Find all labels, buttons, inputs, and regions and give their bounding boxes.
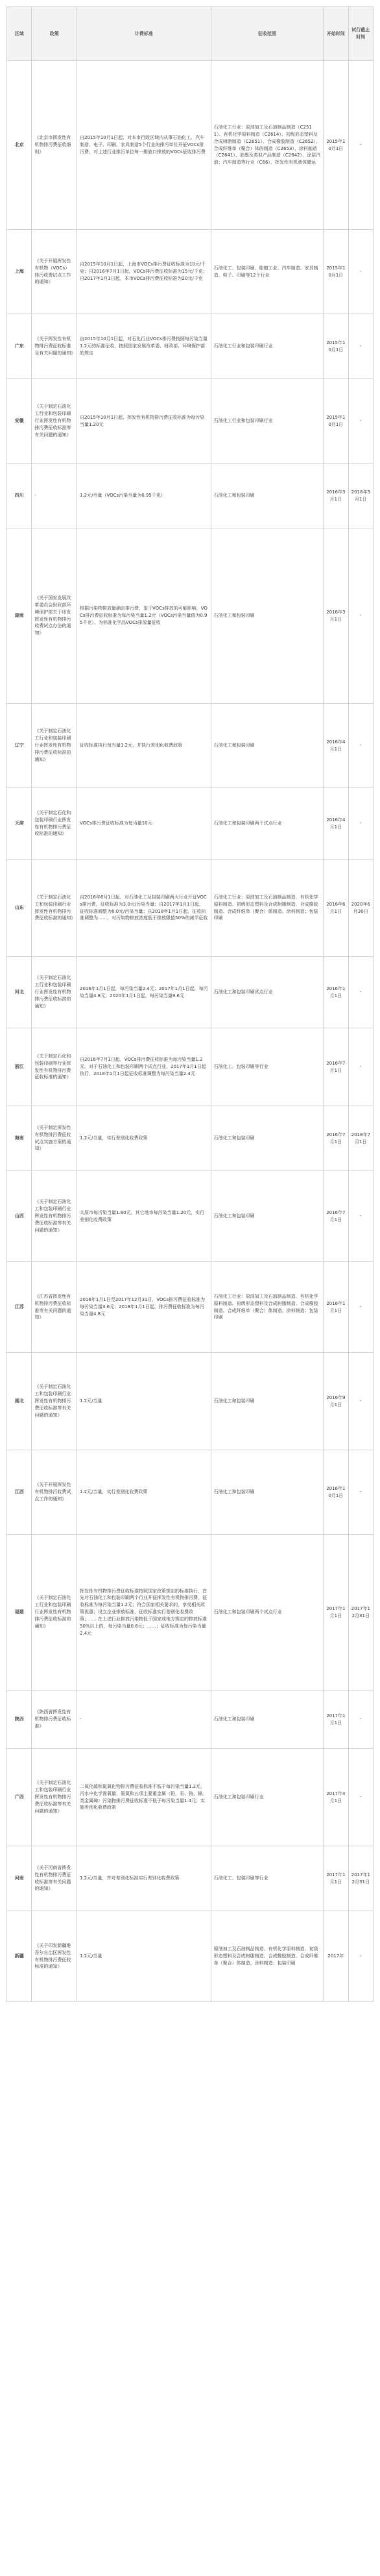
cell-region: 四川 [7, 464, 32, 528]
cell-standard: 太原市每污染当量1.80元，其它地市每污染当量1.20元，实行差别化收费政策 [77, 1171, 211, 1262]
cell-standard: 自2016年7月1日起，VOCs排污费征收标准为每污染当量1.2元，对于石油化工和包装印刷两个试点行业，2017年1月1日起执行，2018年1月1日起征收标准调整为每污染当量2.4元 [77, 1028, 211, 1106]
cell-standard: VOCs排污费征收标准为每当量10元 [77, 788, 211, 860]
table-row [7, 1353, 374, 1450]
cell-start: 2016年7月1日 [324, 1106, 348, 1171]
cell-scope: 石油化工和包装印刷 [211, 1171, 323, 1262]
cell-policy: 《关于制定石化和包装印刷等行业挥发性有机物排污费征收标准的通知》 [32, 1028, 77, 1106]
table-row [7, 528, 374, 704]
cell-scope: 石油化工、包装印刷等行业 [211, 1028, 323, 1106]
cell-policy: 《关于制定石油化工行业和包装印刷行业挥发性有机物排污费征收标准的通知》 [32, 957, 77, 1028]
cell-start: 2016年1月1日 [324, 1262, 348, 1353]
cell-policy: 《关于制定石油化工和包装印刷行业挥发性有机物排污费征收标准等有关问题的通知》 [32, 1171, 77, 1262]
cell-standard: 自2015年10月1日起，对石化行业VOCs排污费按照每污染当量1.2元的标准征收，按照国家发展改革委、财政部、环境保护部的规定 [77, 314, 211, 379]
cell-region: 河北 [7, 957, 32, 1028]
cell-end: - [348, 1450, 373, 1535]
cell-region: 辽宁 [7, 704, 32, 788]
cell-scope: 石油化工、包装印刷等行业 [211, 1846, 323, 1911]
table-row [7, 1028, 374, 1106]
table-row [7, 1749, 374, 1846]
cell-start: 2016年3月1日 [324, 464, 348, 528]
cell-end: - [348, 1690, 373, 1749]
header-scope: 征收范围 [211, 7, 323, 61]
cell-policy: - [32, 464, 77, 528]
cell-policy: 《关于制定石油化工和包装印刷行业挥发性有机物排污费征收标准等有关问题的通知》 [32, 1353, 77, 1450]
cell-region: 广东 [7, 314, 32, 379]
cell-policy: 《陕西省挥发性有机物排污费征收标准》 [32, 1690, 77, 1749]
cell-start: 2016年7月1日 [324, 1028, 348, 1106]
cell-start: 2017年1月1日 [324, 1535, 348, 1690]
cell-scope: 石油化工、包装印刷、船舶工业、汽车制造、家具制造、电子、印刷等12个行业 [211, 230, 323, 314]
header-policy: 政策 [32, 7, 77, 61]
cell-end: 2018年3月1日 [348, 464, 373, 528]
cell-standard: 自2015年10月1日起，上海市VOCs排污费征收标准为10元/千克；自2016年7月1日起，VOCs排污费征收标准为15元/千克；自2017年1月1日起，本市VOCs排污费征收标准为20元/千克 [77, 230, 211, 314]
cell-start: 2017年4月1日 [324, 1749, 348, 1846]
cell-standard: 根据污染物排放量确定排污费，鉴于VOCs排放的可能影响，VOCs排污费征收标准为每污染当量1.2元（VOCs污染当量值为0.95千克），为标准化学品VOCs排放量征收 [77, 528, 211, 704]
cell-end: - [348, 1028, 373, 1106]
cell-region: 广西 [7, 1749, 32, 1846]
table-row [7, 1262, 374, 1353]
cell-region: 江苏 [7, 1262, 32, 1353]
cell-scope: 石油化工和包装印刷行业 [211, 1749, 323, 1846]
cell-scope: 石油化工和包装印刷 [211, 528, 323, 704]
cell-policy: 《关于制定石油化工和包装印刷行业挥发性有机物排污费征收标准等有关问题的通知》 [32, 1749, 77, 1846]
table-row [7, 314, 374, 379]
cell-start: 2015年10月1日 [324, 230, 348, 314]
cell-policy: 《关于制定石油化工行业和包装印刷行业挥发性有机物排污费征收标准等有关问题的通知》 [32, 379, 77, 464]
cell-end: - [348, 957, 373, 1028]
cell-scope: 石油化工和包装印刷 [211, 1690, 323, 1749]
cell-standard: 1.2元/当量 [77, 1353, 211, 1450]
table-header-row [7, 7, 374, 61]
cell-end: - [348, 379, 373, 464]
cell-standard: 1.2元/当量，实行差别化收费政策 [77, 1450, 211, 1535]
cell-standard: 1.2元/当量（VOCs污染当量为0.95千克） [77, 464, 211, 528]
table-row [7, 1450, 374, 1535]
cell-region: 浙江 [7, 1028, 32, 1106]
cell-start: 2017年1月1日 [324, 1846, 348, 1911]
cell-policy: 《关于制定石油化工和包装印刷行业挥发性有机物排污费征收标准的通知》 [32, 860, 77, 957]
cell-start: 2015年10月1日 [324, 61, 348, 230]
cell-policy: 《关于制定石油化工行业和包装印刷行业挥发性有机物排污费征收标准的通知》 [32, 704, 77, 788]
table-row [7, 957, 374, 1028]
table-row [7, 464, 374, 528]
cell-end: - [348, 788, 373, 860]
cell-scope: 石油化工行业：原油加工及石油制品制造、有机化学原料制造、初级形态塑料及合成树脂制造、合成橡胶制造、合成纤维单（聚合）体制造、涂料制造；包装印刷 [211, 1262, 323, 1353]
cell-scope: 石油化工和包装印刷 [211, 704, 323, 788]
cell-policy: 《关于开展挥发性有机物排污收费试点工作的通知》 [32, 1450, 77, 1535]
cell-start: 2016年3月1日 [324, 528, 348, 704]
cell-policy: 《关于河南省挥发性有机物排污费征收标准等有关问题的通知》 [32, 1846, 77, 1911]
cell-end: - [348, 704, 373, 788]
cell-region: 山东 [7, 860, 32, 957]
cell-policy: 《关于制定石化和包装印刷行业挥发性有机物排污费征收标准的通知》 [32, 788, 77, 860]
cell-region: 天津 [7, 788, 32, 860]
cell-standard: 自2016年6月1日起，对石油化工及包装印刷两大行业开征VOCs排污费，征收标准为3.0元/污染当量；自2017年1月1日起，征收标准调整为6.0元/污染当量；自2018年1月1日起，征收标准调整为……，对污染物排放浓度低于排放限值50%的减半征收 [77, 860, 211, 957]
cell-scope: 石油化工行业：原油加工及石油制品制造、有机化学原料制造、初级形态塑料及合成树脂制造、合成橡胶制造、合成纤维单（聚合）体制造、涂料制造；包装印刷 [211, 860, 323, 957]
table-row [7, 788, 374, 860]
cell-region: 福建 [7, 1535, 32, 1690]
cell-scope: 石油化工和包装印刷 [211, 464, 323, 528]
table-row [7, 1911, 374, 2002]
cell-scope: 石油化工行业：原油加工及石油制品制造（C2511）、有机化学原料制造（C2614）、初级形态塑料及合成树脂制造（C2651）、合成橡胶制造（C2652）、合成纤维单（聚合）体的制造（C2653）、涂料制造（C2641）、油墨及类似产品制造（C2642）、涂层汽油；汽车制造等行业（C66）、挥发性有机液体储运 [211, 61, 323, 230]
cell-end: - [348, 1911, 373, 2002]
cell-region: 新疆 [7, 1911, 32, 2002]
cell-standard: 1.2元/当量 [77, 1911, 211, 2002]
cell-standard: 2016年1月1日至2017年12月31日，VOCs排污费征收标准为每污染当量3.6元；2018年1月1日起，排污费征收标准为每污染当量4.8元 [77, 1262, 211, 1353]
cell-start: 2017年 [324, 1911, 348, 2002]
cell-region: 江西 [7, 1450, 32, 1535]
cell-policy: 《北京市挥发性有机物排污费征收细则》 [32, 61, 77, 230]
table-body [7, 61, 374, 2002]
cell-end: 2018年7月1日 [348, 1106, 373, 1171]
table-row [7, 1535, 374, 1690]
header-region: 区域 [7, 7, 32, 61]
cell-region: 山西 [7, 1171, 32, 1262]
cell-standard: 挥发性有机物排污费征收标准按照国家政策规定的标准执行，首先对石油化工和包装印刷两个行业开征挥发性有机物排污费，征收标准为每污染当量1.2元；符合国家相关要求的，享受相关政策优惠；设立企业排放标准，征收标准实行差别化收费政策；……在上述行业排放污染物低于国家或地方规定的排放标准50%以上的，每污染当量0.6元；……；征收标准为每污染当量2.4元 [77, 1535, 211, 1690]
cell-policy: 《关于开展挥发性有机物（VOCs）排污收费试点工作的通知》 [32, 230, 77, 314]
table-row [7, 1690, 374, 1749]
cell-end: 2017年12月31日 [348, 1535, 373, 1690]
cell-region: 上海 [7, 230, 32, 314]
cell-end: - [348, 61, 373, 230]
cell-standard: 自2015年10月1日起，挥发性有机物排污费征收标准为每污染当量1.20元 [77, 379, 211, 464]
cell-scope: 石油化工和包装印刷试点行业 [211, 957, 323, 1028]
cell-end: - [348, 1749, 373, 1846]
cell-standard: 二氧化硫和氮氧化物排污费征收标准不低于每污染当量1.2元，污水中化学需氧量、氨氮和五项主要重金属（铅、汞、铬、镉、类金属砷）污染物排污费征收标准不低于每污染当量1.4元；实施差别化收费政策 [77, 1749, 211, 1846]
cell-start: 2016年1月1日 [324, 957, 348, 1028]
table-row [7, 1171, 374, 1262]
cell-start: 2016年4月1日 [324, 704, 348, 788]
table-row [7, 379, 374, 464]
cell-start: 2015年10月1日 [324, 379, 348, 464]
cell-end: 2020年6月30日 [348, 860, 373, 957]
cell-end: - [348, 528, 373, 704]
cell-policy: 《关于挥发性有机物排污费征收标准及有关问题的通知》 [32, 314, 77, 379]
cell-start: 2017年1月1日 [324, 1690, 348, 1749]
cell-standard: 2016年1月1日起，每污染当量2.4元；2017年1月1日起，每污染当量4.8元；2020年1月1日起，每污染当量9.6元 [77, 957, 211, 1028]
cell-end: - [348, 1353, 373, 1450]
cell-standard: 征收标准执行每当量1.2元，并执行差别化收费政策 [77, 704, 211, 788]
cell-region: 北京 [7, 61, 32, 230]
table-row [7, 1846, 374, 1911]
cell-scope: 原油加工及石油制品制造、有机化学原料制造、初级形态塑料及合成树脂制造、合成橡胶制造、合成纤维单（聚合）体制造、涂料制造；包装印刷 [211, 1911, 323, 2002]
cell-end: 2017年12月31日 [348, 1846, 373, 1911]
cell-region: 湖北 [7, 1353, 32, 1450]
cell-region: 河南 [7, 1846, 32, 1911]
cell-policy: 《关于制定石油化工行业和包装印刷行业挥发性有机物排污费征收标准的通知》 [32, 1535, 77, 1690]
table-row [7, 230, 374, 314]
cell-region: 湖南 [7, 528, 32, 704]
cell-start: 2016年6月1日 [324, 860, 348, 957]
cell-start: 2016年10月1日 [324, 1450, 348, 1535]
cell-start: 2015年10月1日 [324, 314, 348, 379]
cell-scope: 石油化工和包装印刷 [211, 1353, 323, 1450]
table-row [7, 704, 374, 788]
cell-end: - [348, 1171, 373, 1262]
cell-standard: - [77, 1690, 211, 1749]
cell-end: - [348, 314, 373, 379]
cell-region: 陕西 [7, 1690, 32, 1749]
cell-policy: 《关于印发新疆维吾尔自治区挥发性有机物排污费征收标准的通知》 [32, 1911, 77, 2002]
policy-table [6, 6, 374, 2002]
header-standard: 计费标准 [77, 7, 211, 61]
cell-scope: 石油化工行业和包装印刷行业 [211, 379, 323, 464]
cell-standard: 1.2元/当量，实行差别化收费政策 [77, 1106, 211, 1171]
cell-policy: 《关于国家发展改革委员会财政部环境保护部关于印发挥发性有机物排污收费试点办法的通知》 [32, 528, 77, 704]
cell-policy: 《关于制定挥发性有机物排污费征收试点实施方案的通知》 [32, 1106, 77, 1171]
cell-scope: 石油化工和包装印刷两个试点行业 [211, 788, 323, 860]
cell-region: 安徽 [7, 379, 32, 464]
cell-end: - [348, 230, 373, 314]
cell-scope: 石油化工和包装印刷 [211, 1106, 323, 1171]
cell-scope: 石油化工和包装印刷 [211, 1450, 323, 1535]
cell-policy: 《江苏省挥发性有机物排污费征收标准等有关问题的通知》 [32, 1262, 77, 1353]
header-start: 开始时间 [324, 7, 348, 61]
cell-start: 2016年9月1日 [324, 1353, 348, 1450]
cell-region: 海南 [7, 1106, 32, 1171]
cell-start: 2016年7月1日 [324, 1171, 348, 1262]
table-row [7, 1106, 374, 1171]
table-row [7, 61, 374, 230]
cell-scope: 石油化工和包装印刷两个试点行业 [211, 1535, 323, 1690]
cell-end: - [348, 1262, 373, 1353]
table-row [7, 860, 374, 957]
cell-standard: 1.2元/当量，并对差别化标准实行差别化收费政策 [77, 1846, 211, 1911]
cell-start: 2016年4月1日 [324, 788, 348, 860]
cell-scope: 石油化工行业和包装印刷行业 [211, 314, 323, 379]
header-end: 试行截止时间 [348, 7, 373, 61]
cell-standard: 自2015年10月1日起，对本市行政区域内从事石油化工、汽车制造、电子、印刷、家具制造5个行业的排污单位开征VOCs排污费，对上述行业排污单位每一排放口排放的VOCs征收排污费 [77, 61, 211, 230]
